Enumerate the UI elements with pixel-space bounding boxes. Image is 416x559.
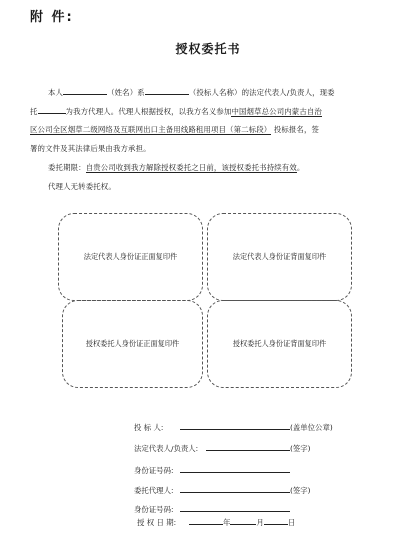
registration-clause: 投标报名，签 <box>273 125 320 134</box>
project-name-part-1: 中国烟草总公司内蒙古自治 <box>231 107 322 116</box>
legal-rep-sign-note: (签字) <box>290 444 311 453</box>
legal-rep-signature-row <box>134 442 311 454</box>
agent-signature-line <box>180 484 290 493</box>
id-back-box-legal <box>207 213 352 301</box>
project-name-part-2: 区公司全区烟草二级网络及互联网出口主备用线路租用项目（第二标段） <box>30 125 272 134</box>
bidder-seal-note: (盖单位公章) <box>290 423 333 432</box>
id-back-box-agent-label: 授权委托人身份证背面复印件 <box>232 339 327 348</box>
year-label: 年 <box>223 518 231 527</box>
date-row <box>137 516 295 528</box>
name-note: （姓名）系 <box>107 88 145 97</box>
agent-sign-note: (签字) <box>290 486 311 495</box>
attachment-heading: 附 件: <box>30 10 74 25</box>
term-value: 自贵公司收到我方解除授权委托之日前，该授权委托书持续有效 <box>85 163 297 172</box>
agent-id-label: 身份证号码: <box>134 505 174 514</box>
month-label: 月 <box>256 518 264 527</box>
month-line <box>230 516 256 525</box>
legal-rep-id-row <box>134 464 290 476</box>
legal-rep-label: 法定代表人/负责人: <box>134 444 199 453</box>
bidder-signature-row <box>134 421 333 433</box>
term-label: 委托期限： <box>48 163 86 172</box>
agent-label: 委托代理人: <box>134 486 174 495</box>
bidder-label: 投 标 人: <box>134 423 164 432</box>
id-front-box-legal-label: 法定代表人身份证正面复印件 <box>83 252 178 261</box>
body-line-4: 署的文件及其法律后果由我方承担。 <box>30 144 151 153</box>
body-line-2 <box>30 105 322 117</box>
id-back-box-agent <box>207 300 352 388</box>
term-period: 。 <box>296 163 305 172</box>
entrust-label: 托 <box>30 107 38 116</box>
legal-rep-signature-line <box>206 442 290 451</box>
agent-id-row <box>134 503 290 515</box>
day-line <box>264 516 288 525</box>
body-line-1 <box>48 86 335 98</box>
id-front-box-agent <box>62 300 203 388</box>
agent-name-blank <box>38 105 66 114</box>
id-front-box-legal <box>58 213 203 301</box>
agent-clause: 为我方代理人。代理人根据授权，以我方名义参加 <box>65 107 232 116</box>
bidder-signature-line <box>180 421 290 430</box>
legal-rep-id-line <box>180 464 290 473</box>
agent-signature-row <box>134 484 311 496</box>
body-line-6: 代理人无转委托权。 <box>48 182 116 191</box>
document-title: 授权委托书 <box>175 42 241 56</box>
principal-label: 本人 <box>48 88 64 97</box>
bidder-note: （投标人名称）的法定代表人/负责人，现委 <box>188 88 335 97</box>
id-front-box-agent-label: 授权委托人身份证正面复印件 <box>85 339 180 348</box>
id-back-box-legal-label: 法定代表人身份证背面复印件 <box>232 252 327 261</box>
day-label: 日 <box>287 518 296 527</box>
body-line-5 <box>48 162 304 173</box>
bidder-name-blank <box>145 86 189 95</box>
legal-rep-id-label: 身份证号码: <box>134 466 174 475</box>
principal-name-blank <box>63 86 107 95</box>
year-line <box>189 516 223 525</box>
date-label: 授 权 日 期: <box>137 518 177 527</box>
agent-id-line <box>180 503 290 512</box>
body-line-3 <box>30 124 319 135</box>
